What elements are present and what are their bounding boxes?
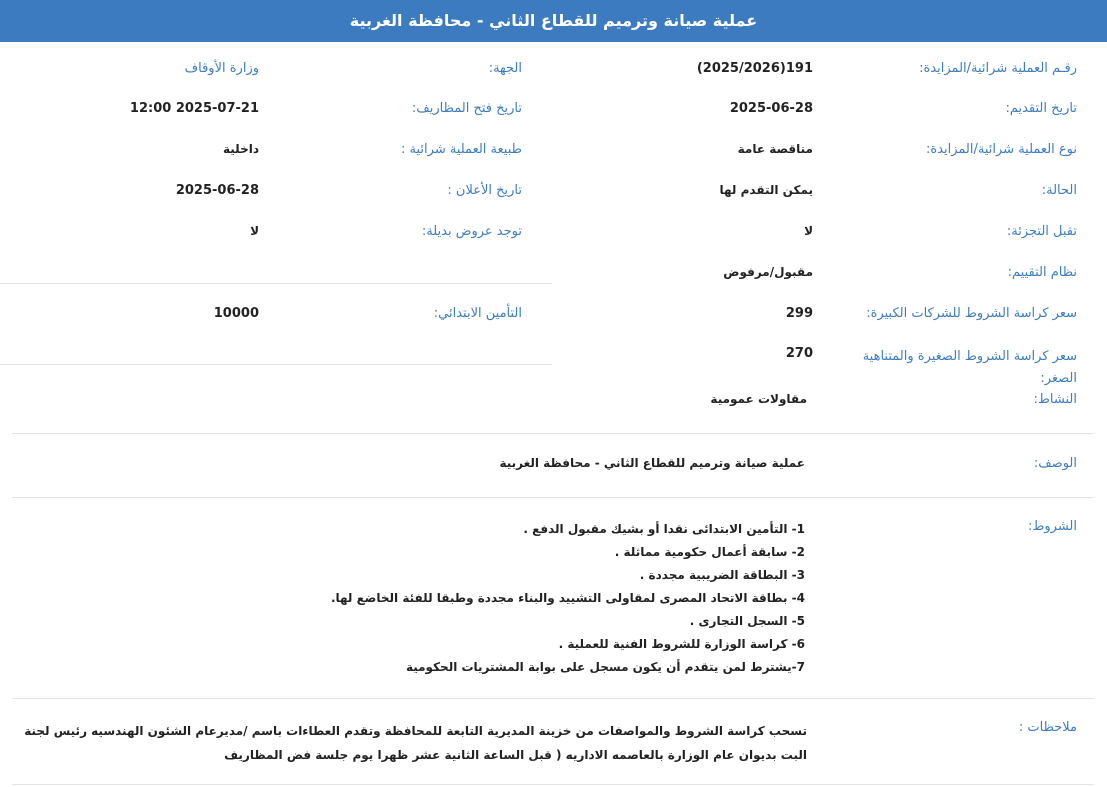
- price-small-label: سعر كراسة الشروط الصغيرة والمتناهية الصغر:: [862, 349, 1077, 386]
- price-large-value: 299: [785, 306, 813, 321]
- announce-date-value: 2025-06-28: [175, 183, 259, 198]
- divider-4: [12, 784, 1094, 785]
- evaluation-value: مقبول/مرفوض: [723, 265, 813, 279]
- announce-date-label: تاريخ الأعلان :: [447, 183, 522, 198]
- list-item: 1- التأمين الابتدائى نقدا أو بشيك مقبول الدفع .: [523, 522, 805, 536]
- list-item: 3- البطاقة الضريبية مجددة .: [639, 568, 805, 582]
- status-label: الحالة:: [1041, 183, 1077, 198]
- activity-value: مقاولات عمومية: [710, 392, 807, 406]
- op-type-label: نوع العملية شرائية/المزايدة:: [926, 142, 1077, 157]
- alt-offers-value: لا: [250, 224, 259, 238]
- conditions-list: [285, 518, 805, 679]
- initial-insurance-value: 10000: [213, 306, 259, 321]
- op-number-value: 191(2025/2026): [696, 61, 813, 76]
- initial-insurance-label: التأمين الابتدائي:: [433, 306, 522, 321]
- entity-value: وزارة الأوقاف: [184, 61, 259, 76]
- price-small-value: 270: [785, 346, 813, 361]
- list-item: 6- كراسة الوزارة للشروط الفنية للعملية .: [558, 637, 805, 651]
- op-nature-value: داخلية: [223, 142, 259, 156]
- notes-value: تسحب كراسة الشروط والمواصفات من خزينة المديرية التابعة للمحافظة وتقدم العطاءات باسم /مديرعام الشئون الهندسيه رئيس لجنة البت بديوان عام الوزارة بالعاصمه الاداريه ( قبل الساعة الثانية عشر ظهرا يوم جلسة فض المظاريف: [24, 724, 807, 762]
- open-date-value: 2025-07-21 12:00: [129, 101, 259, 116]
- evaluation-label: نظام التقييم:: [1007, 265, 1077, 280]
- op-type-value: مناقصة عامة: [737, 142, 813, 156]
- left-divider-1: [0, 283, 552, 284]
- left-divider-2: [0, 364, 552, 365]
- divider-2: [12, 497, 1094, 498]
- list-item: 5- السجل التجارى .: [689, 614, 805, 628]
- divider-1: [12, 433, 1094, 434]
- submit-date-value: 2025-06-28: [729, 101, 813, 116]
- list-item: 4- بطاقة الاتحاد المصرى لمقاولى التشييد والبناء مجددة وطبقا للفئة الخاضع لها.: [330, 591, 805, 605]
- notes-label: ملاحظات :: [1018, 720, 1077, 735]
- list-item: 7-يشترط لمن يتقدم أن يكون مسجل على بوابة المشتريات الحكومية: [405, 660, 805, 674]
- split-label: تقبل التجزئة:: [1006, 224, 1077, 239]
- split-value: لا: [804, 224, 813, 238]
- description-label: الوصف:: [1033, 456, 1077, 471]
- activity-label: النشاط:: [1033, 392, 1077, 407]
- page-title: عملية صيانة وترميم للقطاع الثاني - محافظة الغربية: [0, 0, 1107, 42]
- list-item: 2- سابقة أعمال حكومية مماثلة .: [614, 545, 805, 559]
- op-number-label: رقـم العملية شرائية/المزايدة:: [919, 61, 1077, 76]
- description-value: عملية صيانة وترميم للقطاع الثاني - محافظة الغربية: [499, 456, 805, 470]
- alt-offers-label: توجد عروض بديلة:: [421, 224, 522, 239]
- entity-label: الجهة:: [488, 61, 522, 76]
- conditions-label: الشروط:: [1027, 519, 1077, 534]
- submit-date-label: تاريخ التقديم:: [1005, 101, 1077, 116]
- divider-3: [12, 698, 1094, 699]
- open-date-label: تاريخ فتح المظاريف:: [411, 101, 522, 116]
- price-large-label: سعر كراسة الشروط للشركات الكبيرة:: [866, 306, 1077, 321]
- op-nature-label: طبيعة العملية شرائية :: [401, 142, 522, 157]
- status-value: يمكن التقدم لها: [719, 183, 813, 197]
